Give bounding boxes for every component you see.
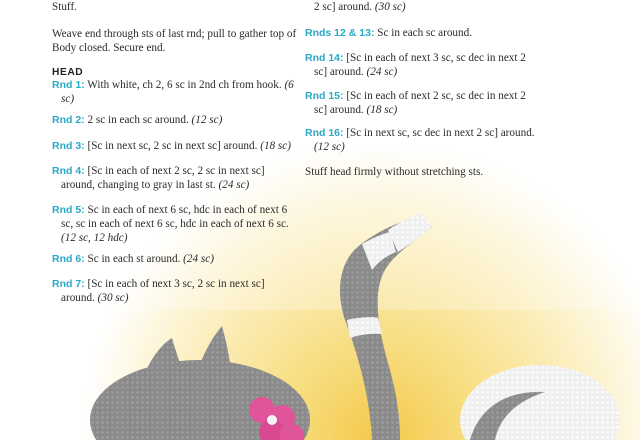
round-text: 2 sc in each sc around. (87, 114, 189, 126)
round-text: Sc in each st around. (87, 253, 181, 265)
round-label: Rnd 2: (52, 114, 85, 126)
round-text: [Sc in next sc, sc dec in next 2 sc] around. (346, 127, 535, 139)
round-label: Rnd 15: (305, 90, 344, 102)
round-label: Rnds 12 & 13: (305, 27, 375, 39)
round-label: Rnd 16: (305, 127, 344, 139)
round-6 (52, 252, 214, 266)
stitch-count: (18 sc) (366, 104, 398, 117)
stitch-count: (30 sc) (97, 292, 129, 305)
round-1 (52, 78, 297, 106)
rounds-12-13 (305, 26, 472, 40)
round-7 (52, 277, 297, 305)
stitch-count: (12 sc) (191, 114, 223, 126)
round-label: Rnd 14: (305, 52, 344, 64)
stitch-count: (24 sc) (366, 66, 398, 79)
round-text: With white, ch 2, 6 sc in 2nd ch from hook. (87, 79, 282, 91)
round-label: Rnd 3: (52, 140, 85, 152)
stitch-count: (12 sc) (314, 141, 345, 154)
weave-text: Weave end through sts of last rnd; pull to gather top of Body closed. Secure end. (52, 28, 297, 55)
round-text: [Sc in each of next 2 sc, 2 sc in next sc] around, changing to gray in last st. (61, 165, 265, 192)
stitch-count: (24 sc) (218, 179, 250, 192)
round-label: Rnd 6: (52, 253, 85, 265)
stitch-count: (12 sc, 12 hdc) (61, 232, 128, 245)
round-label: Rnd 1: (52, 79, 85, 91)
stitch-count: (30 sc) (374, 1, 406, 13)
round-3 (52, 139, 291, 153)
round-text: 2 sc] around. (314, 1, 373, 13)
round-label: Rnd 5: (52, 204, 85, 216)
finish-text: Stuff head firmly without stretching sts. (305, 166, 484, 178)
round-11-continued (314, 0, 406, 14)
round-2 (52, 113, 222, 127)
round-text: [Sc in each of next 3 sc, sc dec in next 2 sc] around. (314, 52, 526, 79)
round-4 (52, 164, 297, 192)
round-text: [Sc in each of next 3 sc, 2 sc in next sc] around. (61, 278, 265, 305)
round-label: Rnd 7: (52, 278, 85, 290)
round-text: Sc in each of next 6 sc, hdc in each of next 6 sc, sc in each of next 6 sc, hdc in each of next 6 sc. (61, 204, 289, 231)
round-14 (305, 51, 540, 79)
stitch-count: (24 sc) (183, 253, 214, 265)
round-text: [Sc in each of next 2 sc, sc dec in next 2 sc] around. (314, 90, 526, 117)
round-label: Rnd 4: (52, 165, 85, 177)
stitch-count: (18 sc) (260, 140, 291, 152)
round-text: Sc in each sc around. (377, 27, 472, 39)
round-15 (305, 89, 540, 117)
stitch-count: (6 sc) (61, 79, 294, 106)
stuff-text: Stuff. (52, 1, 77, 13)
round-text: [Sc in next sc, 2 sc in next sc] around. (87, 140, 258, 152)
round-5 (52, 203, 297, 246)
round-16 (305, 126, 540, 154)
section-heading-head: HEAD (52, 67, 84, 78)
